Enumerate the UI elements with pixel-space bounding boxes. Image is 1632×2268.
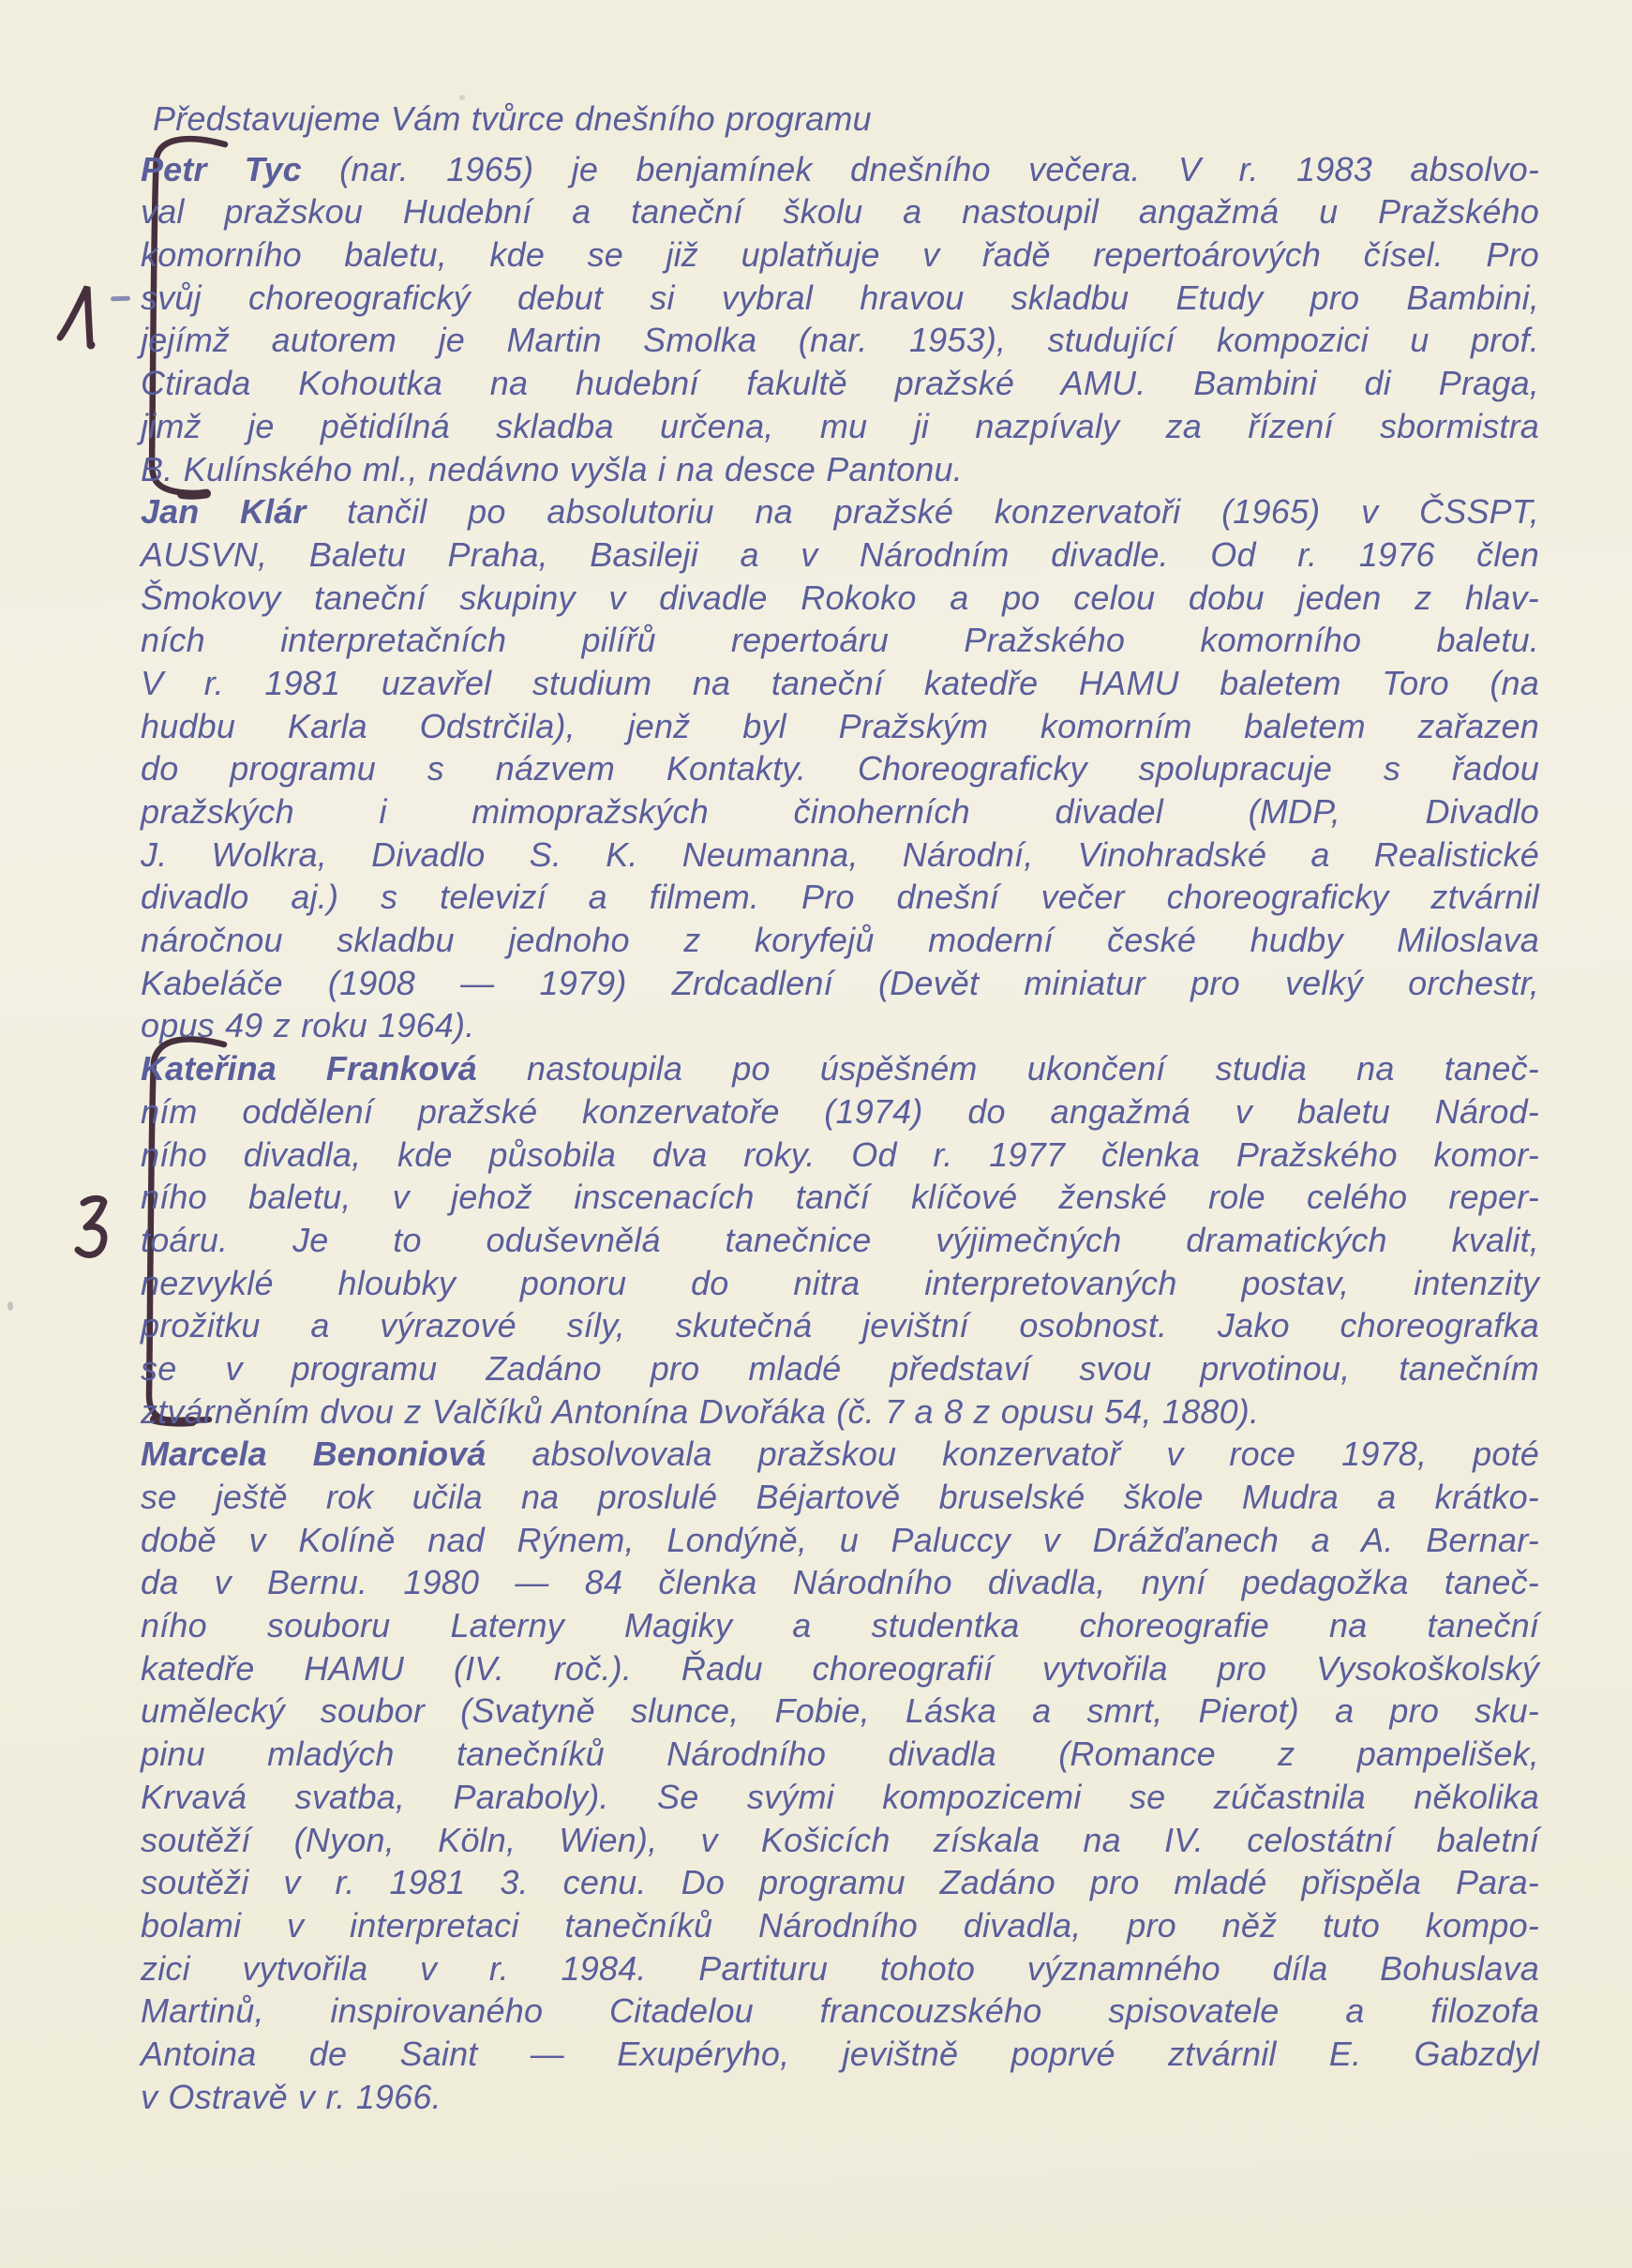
text-line: opus 49 z roku 1964). bbox=[141, 1006, 475, 1045]
text-line: ního divadla, kde působila dva roky. Od r. 1977 členka Pražského komor- bbox=[141, 1134, 1539, 1174]
person-name: Jan Klár bbox=[141, 492, 307, 532]
text-block bbox=[141, 98, 1539, 2118]
person-name: Marcela Benoniová bbox=[141, 1434, 487, 1474]
handwritten-number-3-value bbox=[71, 1191, 72, 1192]
paper-speck bbox=[7, 1301, 13, 1311]
text-line: do programu s názvem Kontakty. Choreograficky spolupracuje s řadou bbox=[141, 749, 1539, 789]
text-line: prožitku a výrazové síly, skutečná jevištní osobnost. Jako choreografka bbox=[141, 1306, 1539, 1345]
text-line: nezvyklé hloubky ponoru do nitra interpretovaných postav, intenzity bbox=[141, 1263, 1539, 1302]
handwritten-number-3 bbox=[71, 1191, 126, 1269]
paragraph-marcela-benoniova bbox=[141, 1433, 1539, 2118]
page-title: Představujeme Vám tvůrce dnešního programu bbox=[153, 99, 872, 138]
paragraph-katerina-frankova bbox=[141, 1047, 1539, 1433]
text-line: ního souboru Laterny Magiky a studentka choreografie na taneční bbox=[141, 1606, 1539, 1645]
text-line: umělecký soubor (Svatyně slunce, Fobie, Láska a smrt, Pierot) a pro sku- bbox=[141, 1691, 1539, 1731]
paragraph-jan-klar bbox=[141, 490, 1539, 1047]
text-line: B. Kulínského ml., nedávno vyšla i na desce Pantonu. bbox=[141, 449, 963, 488]
text-line: Kabeláče (1908 — 1979) Zrdcadlení (Devět miniatur pro velký orchestr, bbox=[141, 963, 1539, 1002]
text-line: Martinů, inspirovaného Citadelou francouzského spisovatele a filozofa bbox=[141, 1991, 1539, 2031]
text-line: toáru. Je to oduševnělá tanečnice výjimečných dramatických kvalit, bbox=[141, 1220, 1539, 1259]
text-line: bolami v interpretaci tanečníků Národního divadla, pro něž tuto kompo- bbox=[141, 1905, 1539, 1945]
person-name: Kateřina Franková bbox=[141, 1049, 477, 1089]
text-line: Jan Klár tančil po absolutoriu na pražské konzervatoři (1965) v ČSSPT, bbox=[141, 492, 1539, 532]
text-line: pražských i mimopražských činoherních divadel (MDP, Divadlo bbox=[141, 792, 1539, 831]
text-line: ního baletu, v jehož inscenacích tančí klíčové ženské role celého reper- bbox=[141, 1178, 1539, 1217]
text-line: hudbu Karla Odstrčila), jenž byl Pražským komorním baletem zařazen bbox=[141, 706, 1539, 745]
text-line: V r. 1981 uzavřel studium na taneční katedře HAMU baletem Toro (na bbox=[141, 663, 1539, 702]
text-line: soutěží (Nyon, Köln, Wien), v Košicích získala na IV. celostátní baletní bbox=[141, 1820, 1539, 1859]
text-line: Antoina de Saint — Exupéryho, jevištně poprvé ztvárnil E. Gabzdyl bbox=[141, 2034, 1539, 2073]
text-line: v Ostravě v r. 1966. bbox=[141, 2077, 442, 2116]
text-line: náročnou skladbu jednoho z koryfejů moderní české hudby Miloslava bbox=[141, 921, 1539, 960]
text-line: svůj choreografický debut si vybral hravou skladbu Etudy pro Bambini, bbox=[141, 278, 1539, 317]
text-line: AUSVN, Baletu Praha, Basileji a v Národním divadle. Od r. 1976 člen bbox=[141, 534, 1539, 574]
handwritten-number-1 bbox=[52, 275, 108, 361]
text-line: ním oddělení pražské konzervatoře (1974) do angažmá v baletu Národ- bbox=[141, 1091, 1539, 1131]
text-line: Kateřina Franková nastoupila po úspěšném ukončení studia na taneč- bbox=[141, 1049, 1539, 1089]
person-name: Petr Tyc bbox=[141, 149, 302, 188]
text-line: se ještě rok učila na proslulé Béjartově bruselské škole Mudra a krátko- bbox=[141, 1478, 1539, 1516]
margin-dash-mark bbox=[111, 296, 130, 302]
text-line: Ctirada Kohoutka na hudební fakultě pražské AMU. Bambini di Praga, bbox=[141, 364, 1539, 403]
text-line: J. Wolkra, Divadlo S. K. Neumanna, Národní, Vinohradské a Realistické bbox=[141, 834, 1539, 874]
text-line: době v Kolíně nad Rýnem, Londýně, u Paluccy v Drážďanech a A. Bernar- bbox=[141, 1520, 1539, 1559]
text-line: Krvavá svatba, Paraboly). Se svými kompozicemi se zúčastnila několika bbox=[141, 1777, 1539, 1816]
text-line: ních interpretačních pilířů repertoáru Pražského komorního baletu. bbox=[141, 621, 1539, 660]
text-line: Šmokovy taneční skupiny v divadle Rokoko a po celou dobu jeden z hlav- bbox=[141, 578, 1539, 617]
text-line: da v Bernu. 1980 — 84 členka Národního divadla, nyní pedagožka taneč- bbox=[141, 1563, 1539, 1602]
text-line: Petr Tyc (nar. 1965) je benjamínek dnešního večera. V r. 1983 absolvo- bbox=[141, 149, 1540, 188]
text-line: katedře HAMU (IV. roč.). Řadu choreografií vytvořila pro Vysokoškolský bbox=[141, 1648, 1539, 1688]
text-line: komorního baletu, kde se již uplatňuje v řadě repertoárových čísel. Pro bbox=[141, 235, 1539, 275]
text-line: Marcela Benoniová absolvovala pražskou konzervatoř v roce 1978, poté bbox=[141, 1434, 1539, 1474]
text-line: jejímž autorem je Martin Smolka (nar. 1953), studující kompozici u prof. bbox=[141, 321, 1539, 360]
text-line: soutěži v r. 1981 3. cenu. Do programu Zadáno pro mladé přispěla Para- bbox=[141, 1863, 1539, 1902]
text-line: ztvárněním dvou z Valčíků Antonína Dvořáka (č. 7 a 8 z opusu 54, 1880). bbox=[141, 1391, 1260, 1431]
text-line: divadlo aj.) s televizí a filmem. Pro dnešní večer choreograficky ztvárnil bbox=[141, 878, 1539, 917]
text-line: jimž je pětidílná skladba určena, mu ji nazpívaly za řízení sbormistra bbox=[141, 406, 1539, 445]
text-line: pinu mladých tanečníků Národního divadla (Romance z pampelišek, bbox=[141, 1735, 1539, 1774]
text-line: se v programu Zadáno pro mladé představí svou prvotinou, tanečním bbox=[141, 1348, 1539, 1388]
text-line: zici vytvořila v r. 1984. Partituru tohoto významného díla Bohuslava bbox=[141, 1948, 1539, 1988]
paragraph-petr-tyc bbox=[141, 148, 1539, 491]
text-line: val pražskou Hudební a taneční školu a nastoupil angažmá u Pražského bbox=[141, 192, 1539, 232]
